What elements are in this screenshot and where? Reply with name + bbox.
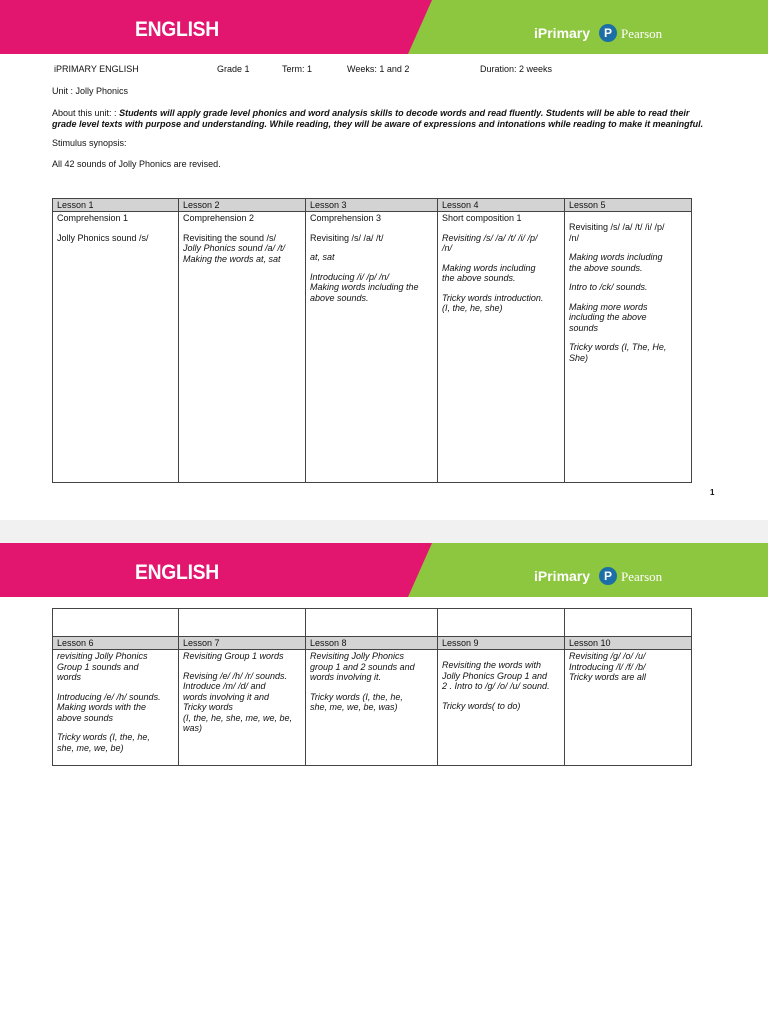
subject-title: ENGLISH [135, 561, 219, 584]
cell-line: Intro to /ck/ sounds. [569, 282, 648, 292]
cell-line: Revisiting /g/ /o/ /u/ [569, 651, 646, 661]
header-cell: Lesson 7 [179, 637, 306, 650]
lesson-cell [438, 212, 565, 483]
cell-line: Making words including [569, 252, 663, 262]
lesson-cell [438, 650, 565, 766]
cell-line: she, me, we, be, was) [310, 702, 398, 712]
lesson-cell [53, 650, 179, 766]
cell-line: /n/ [442, 243, 453, 253]
pearson-wordmark: Pearson [621, 569, 663, 584]
cell-line: at, sat [310, 252, 335, 262]
cell-spacer [57, 723, 174, 732]
lesson-cell [53, 212, 179, 483]
lesson-cell [565, 212, 692, 483]
header-cell: Lesson 9 [438, 637, 565, 650]
header-cell: Lesson 8 [306, 637, 438, 650]
stimulus-text: All 42 sounds of Jolly Phonics are revised. [52, 159, 221, 169]
empty-row [53, 609, 692, 637]
lesson-cell [306, 212, 438, 483]
cell-line: Revising /e/ /h/ /r/ sounds. [183, 670, 288, 681]
cell-line: Jolly Phonics Group 1 and [442, 670, 548, 681]
cell-line: above sounds. [310, 292, 369, 303]
lesson-table-1 [52, 198, 692, 483]
cell-line: Comprehension 2 [183, 213, 255, 223]
header-cell: Lesson 3 [306, 199, 438, 212]
cell-spacer [442, 651, 560, 660]
stimulus-label: Stimulus synopsis: [52, 138, 127, 148]
duration-label: Duration: 2 weeks [480, 64, 553, 74]
header-cell: Lesson 4 [438, 199, 565, 212]
cell-line: Making words including [442, 262, 536, 273]
cell-line: Introducing /i/ /p/ /n/ [310, 271, 390, 282]
cell-line: Revisiting the sound /s/ [183, 232, 277, 243]
header-banner [0, 0, 768, 54]
grade-label: Grade 1 [217, 64, 250, 74]
lesson-cell [179, 650, 306, 766]
table-header-row [53, 637, 692, 650]
cell-spacer [442, 224, 560, 233]
cell-spacer [57, 683, 174, 692]
cell-line: Making words with the [57, 702, 147, 712]
table-row [53, 650, 692, 766]
cell-line: Jolly Phonics sound /a/ /t/ [183, 243, 286, 253]
empty-cell [565, 609, 692, 637]
term-label: Term: 1 [282, 64, 313, 74]
cell-line: /n/ [569, 232, 580, 243]
cell-spacer [183, 662, 301, 671]
iprimary-wordmark: iPrimary [534, 25, 591, 41]
lesson-cell [565, 650, 692, 766]
cell-spacer [569, 273, 687, 282]
cell-line: Revisiting /s/ /a/ /t/ /i/ /p/ [569, 222, 665, 232]
cell-line: above sounds [57, 712, 114, 723]
cell-line: (I, the, he, she) [442, 303, 503, 313]
cell-line: Revisiting the words with [442, 660, 542, 670]
cell-line: Introducing /e/ /h/ sounds. [57, 691, 161, 702]
lesson-cell [306, 650, 438, 766]
cell-line: Making more words [569, 301, 648, 312]
page-number: 1 [710, 488, 715, 497]
header-cell: Lesson 1 [53, 199, 179, 212]
cell-line: Tricky words (I, The, He, [569, 342, 667, 352]
cell-line: Making the words at, sat [183, 253, 281, 264]
about-unit [52, 108, 712, 130]
cell-line: She) [569, 352, 589, 363]
cell-line: Tricky words (I, the, he, [57, 732, 150, 742]
empty-cell [438, 609, 565, 637]
cell-line: Group 1 sounds and [57, 661, 139, 672]
header-banner [0, 543, 768, 597]
table-row [53, 212, 692, 483]
header-cell: Lesson 10 [565, 637, 692, 650]
cell-line: Tricky words are all [569, 672, 646, 682]
empty-cell [179, 609, 306, 637]
cell-spacer [310, 224, 433, 233]
cell-line: words [57, 672, 82, 682]
cell-line: Tricky words introduction. [442, 292, 544, 303]
cell-line: Revisiting /s/ /a/ /t/ [310, 232, 384, 243]
page-2 [0, 543, 768, 1024]
cell-line: Making words including the [310, 282, 419, 292]
header-cell: Lesson 5 [565, 199, 692, 212]
cell-spacer [569, 243, 687, 252]
cell-line: sounds [569, 322, 599, 333]
cell-line: she, me, we, be) [57, 742, 124, 753]
lesson-cell [179, 212, 306, 483]
empty-cell [53, 609, 179, 637]
cell-line: words involving it and [183, 691, 270, 702]
cell-line: 2 . Intro to /g/ /o/ /u/ sound. [442, 681, 550, 691]
cell-line: including the above [569, 312, 647, 322]
unit-label: Unit : Jolly Phonics [52, 86, 129, 96]
cell-line: the above sounds. [442, 273, 516, 283]
weeks-label: Weeks: 1 and 2 [347, 64, 410, 74]
cell-spacer [442, 692, 560, 701]
cell-line: revisiting Jolly Phonics [57, 651, 148, 661]
cell-line: Tricky words( to do) [442, 700, 521, 711]
cell-line: Revisiting Jolly Phonics [310, 651, 405, 661]
cell-line: was) [183, 723, 203, 733]
cell-line: (I, the, he, she, me, we, be, [183, 712, 293, 723]
cell-line: Revisiting /s/ /a/ /t/ /i/ /p/ [442, 232, 538, 243]
cell-spacer [310, 683, 433, 692]
subject-title: ENGLISH [135, 18, 219, 41]
cell-line: Tricky words (I, the, he, [310, 691, 403, 702]
cell-line: Jolly Phonics sound /s/ [57, 232, 149, 243]
pearson-logo-icon: P [599, 24, 617, 42]
pearson-wordmark: Pearson [621, 26, 663, 41]
cell-line: words involving it. [310, 672, 382, 682]
cell-line: Revisiting Group 1 words [183, 651, 284, 661]
course-label: iPRIMARY ENGLISH [54, 64, 139, 74]
cell-line: Short composition 1 [442, 213, 522, 223]
cell-spacer [569, 293, 687, 302]
cell-line: group 1 and 2 sounds and [310, 661, 415, 672]
header-cell: Lesson 2 [179, 199, 306, 212]
cell-line: Comprehension 1 [57, 213, 129, 223]
cell-line: the above sounds. [569, 262, 643, 273]
cell-line: Tricky words [183, 702, 233, 712]
about-text: Students will apply grade level phonics and word analysis skills to decode words and read fluently. Students will be able to read their grade level texts with purpose and understanding. While reading, they will be aware of expressions and intonations while reading to make it meaningful. [52, 108, 704, 129]
about-label: About this unit: : [52, 108, 117, 118]
iprimary-wordmark: iPrimary [534, 568, 591, 584]
pearson-logo-icon: P [599, 567, 617, 585]
cell-spacer [442, 284, 560, 293]
cell-spacer [310, 263, 433, 272]
lesson-table-2 [52, 608, 692, 766]
table-header-row [53, 199, 692, 212]
cell-spacer [569, 333, 687, 342]
cell-spacer [569, 213, 687, 222]
cell-spacer [442, 254, 560, 263]
cell-line: Comprehension 3 [310, 213, 382, 223]
cell-spacer [57, 224, 174, 233]
cell-line: Introducing /l/ /f/ /b/ [569, 661, 646, 672]
cell-spacer [183, 224, 301, 233]
empty-cell [306, 609, 438, 637]
cell-spacer [310, 243, 433, 252]
cell-line: Introduce /m/ /d/ and [183, 681, 266, 691]
header-cell: Lesson 6 [53, 637, 179, 650]
